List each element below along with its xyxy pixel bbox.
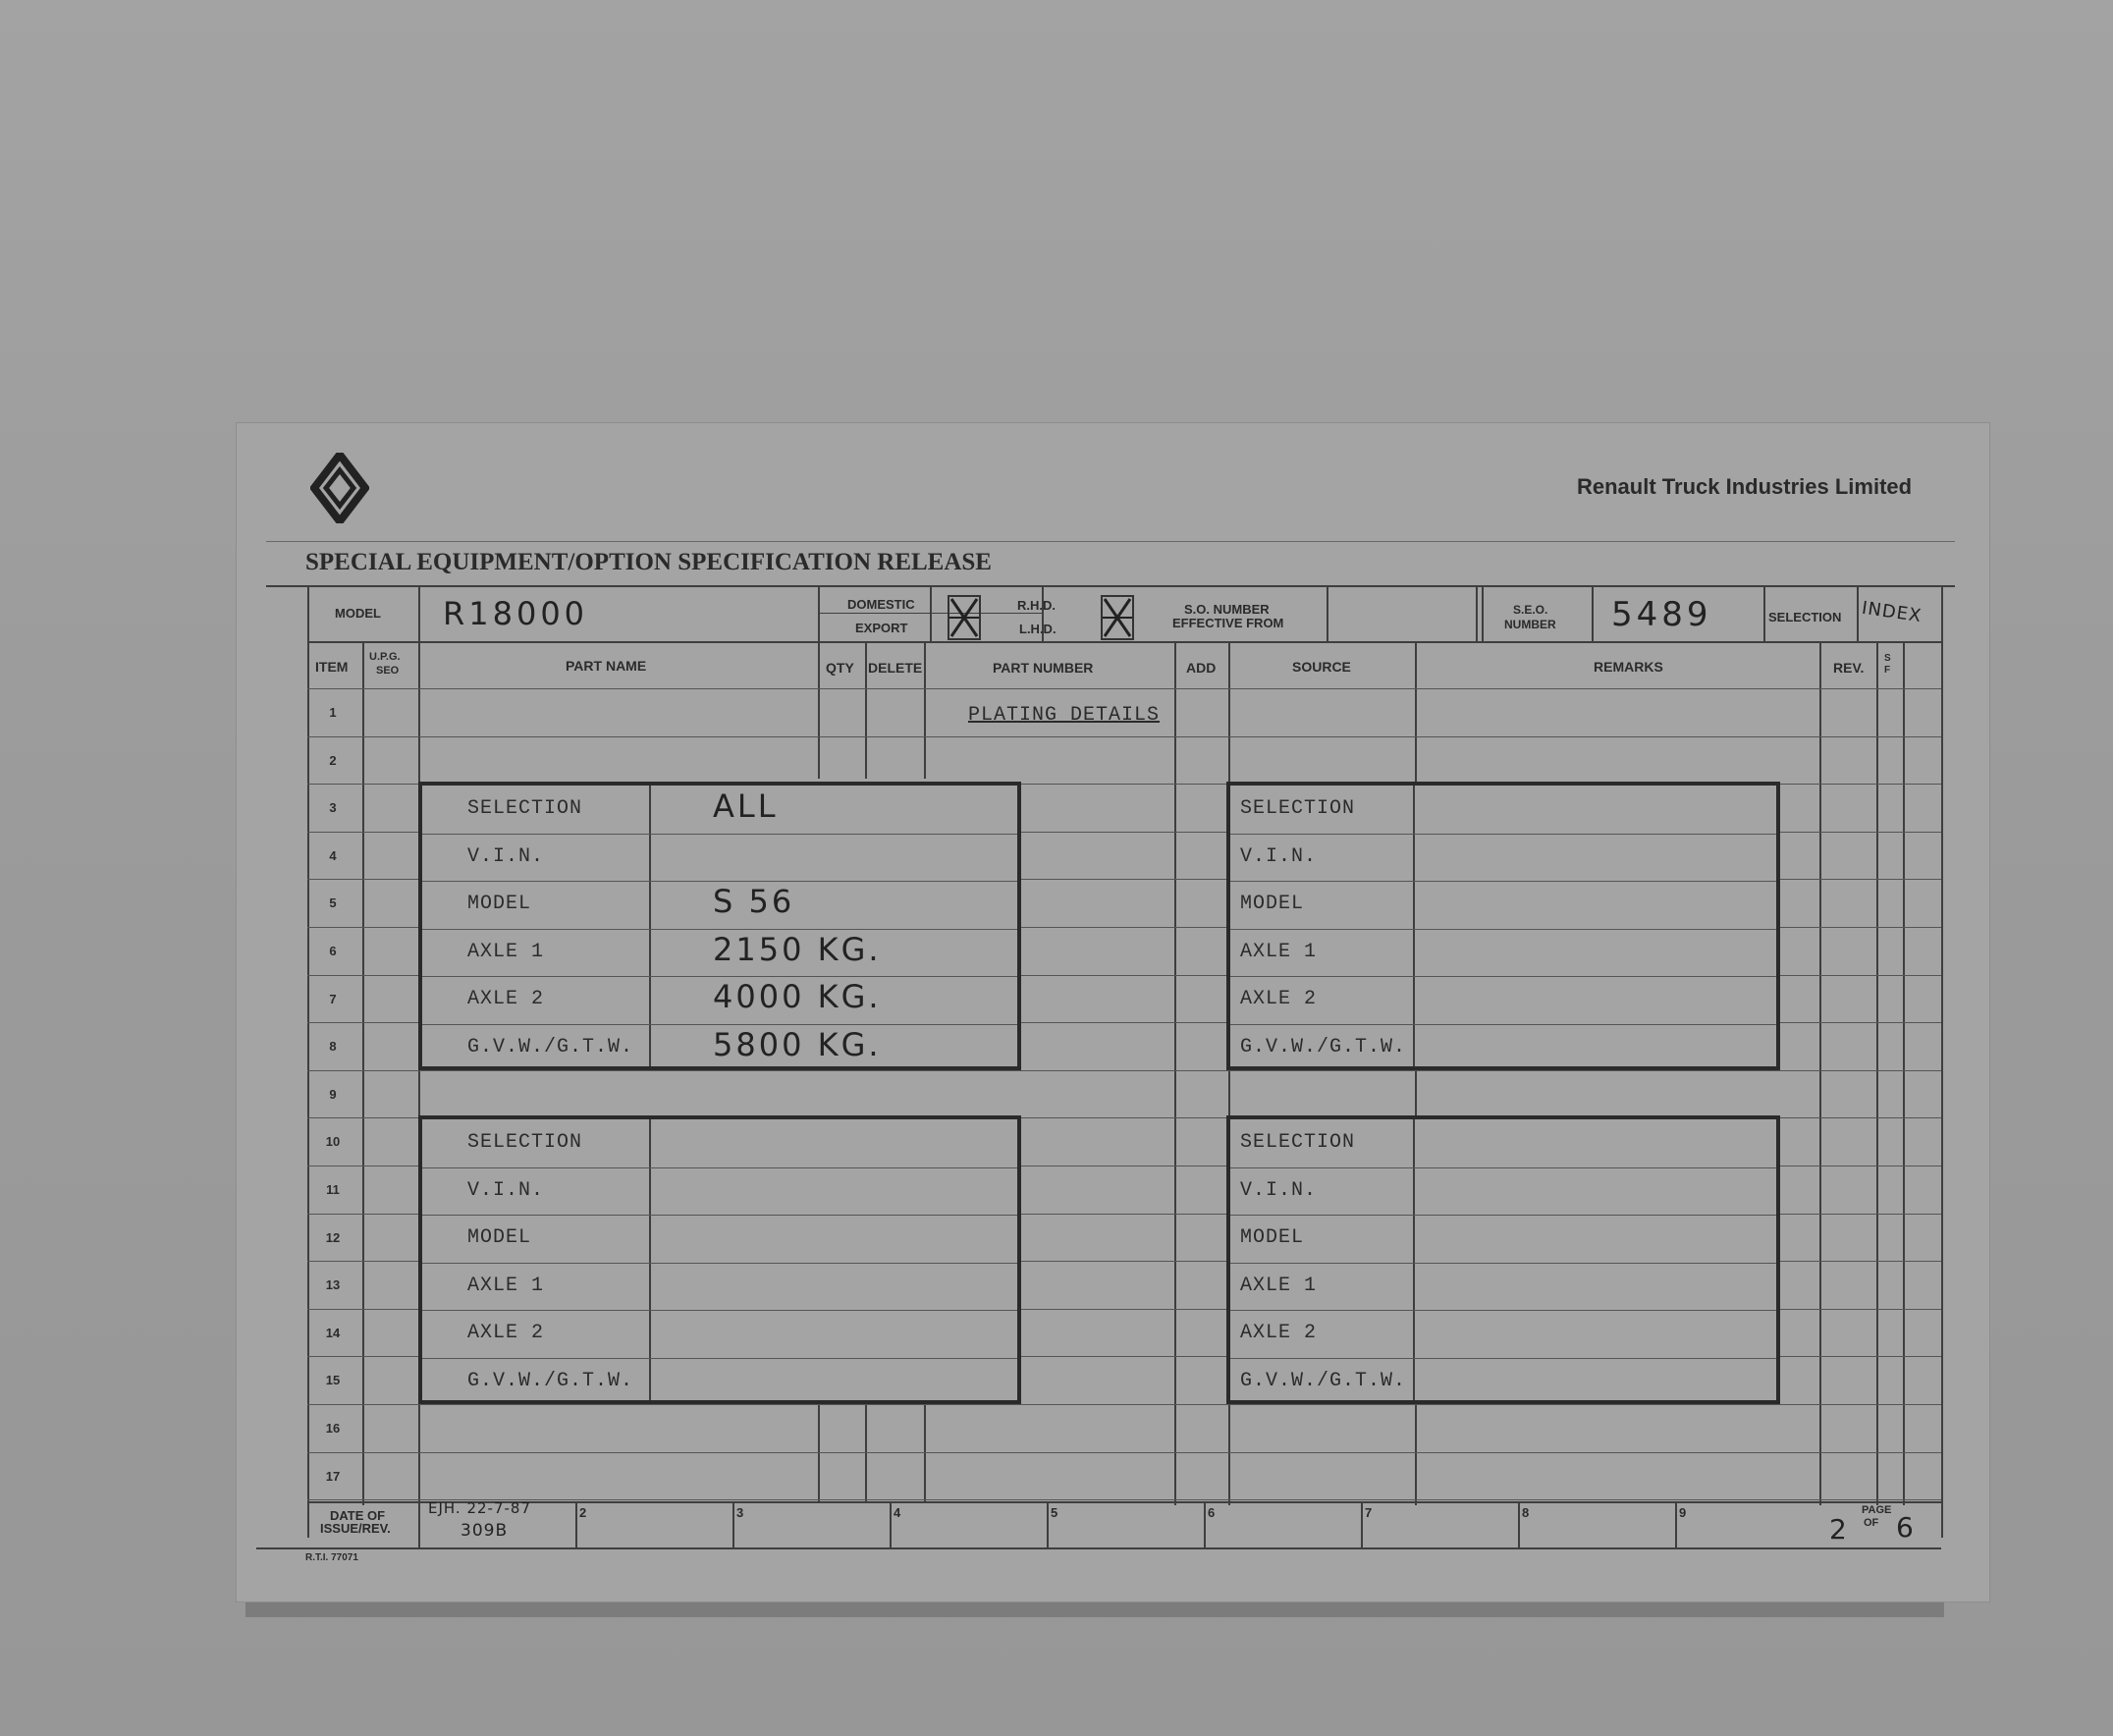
col-sep-delete-low — [924, 1405, 926, 1503]
rhd-lhd-checkbox[interactable] — [1101, 595, 1134, 640]
footer-divider — [1675, 1501, 1677, 1548]
box-field-label: V.I.N. — [1240, 844, 1318, 868]
box-field-value: 5800 KG. — [713, 1026, 882, 1063]
form-title: SPECIAL EQUIPMENT/OPTION SPECIFICATION RELEASE — [305, 549, 992, 575]
seo-number-value: 5489 — [1611, 595, 1712, 634]
footer-divider — [1361, 1501, 1363, 1548]
col-add: ADD — [1186, 660, 1217, 676]
row-number: 10 — [325, 1134, 341, 1150]
plating-box-4 — [1226, 1115, 1780, 1404]
grid-left-border — [307, 585, 309, 1538]
box-row-line — [1230, 1358, 1776, 1359]
col-remarks: REMARKS — [1594, 659, 1663, 675]
x-mark-icon — [949, 597, 979, 638]
row-number: 5 — [329, 895, 337, 911]
box-row-line — [1230, 1310, 1776, 1311]
top-sep — [1592, 585, 1594, 641]
title-rule-bottom — [266, 585, 1955, 587]
row-number: 11 — [326, 1182, 340, 1197]
top-sep — [1482, 585, 1484, 641]
col-sep-remarks — [1819, 641, 1821, 1505]
col-source: SOURCE — [1292, 659, 1351, 675]
box-field-label: MODEL — [467, 893, 532, 916]
box-field-value: 4000 KG. — [713, 978, 882, 1016]
col-sep-qty-low — [865, 1405, 867, 1503]
seo-label: S.E.O. — [1513, 603, 1548, 617]
x-mark-icon — [1103, 597, 1132, 638]
top-sep — [1763, 585, 1765, 641]
page-label: PAGE — [1862, 1504, 1892, 1516]
box-row-line — [1230, 976, 1776, 977]
date-of-label: DATE OF — [330, 1508, 386, 1523]
box-row-line — [1230, 1215, 1776, 1216]
row-number: 8 — [329, 1039, 337, 1055]
col-sep-partnumber — [1174, 641, 1176, 1505]
issue-1-code: 309B — [461, 1521, 509, 1541]
row-number: 4 — [329, 847, 337, 863]
of-label: OF — [1864, 1517, 1879, 1529]
footer-cell-number: 2 — [579, 1505, 587, 1520]
box-row-line — [422, 929, 1017, 930]
row-number: 15 — [325, 1373, 341, 1388]
footer-divider — [890, 1501, 892, 1548]
top-sep — [1327, 585, 1328, 641]
effective-from-label: EFFECTIVE FROM — [1172, 616, 1284, 630]
box-field-label: AXLE 1 — [1240, 1274, 1318, 1297]
row-number: 3 — [329, 800, 337, 816]
footer-cell-number: 4 — [894, 1505, 901, 1520]
plating-box-2 — [1226, 782, 1780, 1070]
box-field-label: MODEL — [1240, 893, 1305, 916]
col-part-number: PART NUMBER — [993, 660, 1094, 676]
box-field-label: G.V.W./G.T.W. — [1240, 1370, 1407, 1392]
row-number: 1 — [329, 705, 337, 720]
row-number: 17 — [325, 1468, 341, 1484]
box-row-line — [1230, 1263, 1776, 1264]
box-field-label: MODEL — [467, 1226, 532, 1250]
col-qty: QTY — [826, 660, 854, 676]
box-row-line — [1230, 881, 1776, 882]
row-line — [307, 1452, 1941, 1453]
box-field-label: AXLE 1 — [1240, 940, 1318, 963]
box-row-line — [422, 976, 1017, 977]
box-row-line — [422, 834, 1017, 835]
seo-number-label: NUMBER — [1504, 618, 1556, 631]
form-sheet — [236, 422, 1990, 1602]
col-sep-qty — [865, 641, 867, 779]
box-row-line — [1230, 929, 1776, 930]
selection-label: SELECTION — [1768, 610, 1842, 624]
box-row-line — [422, 1167, 1017, 1168]
box-field-label: V.I.N. — [1240, 1178, 1318, 1202]
company-name: Renault Truck Industries Limited — [1577, 474, 1913, 499]
footer-divider — [732, 1501, 734, 1548]
col-sep-sf — [1903, 641, 1905, 1505]
top-sep — [1476, 585, 1478, 641]
domestic-label: DOMESTIC — [847, 597, 915, 612]
footer-divider — [1047, 1501, 1049, 1548]
plating-box-3 — [418, 1115, 1021, 1404]
footer-cell-number: 3 — [736, 1505, 744, 1520]
footer-divider — [1204, 1501, 1206, 1548]
row-line — [307, 688, 1941, 689]
domestic-export-checkbox[interactable] — [948, 595, 981, 640]
row-number: 6 — [329, 944, 337, 958]
footer-cell-number: 6 — [1208, 1505, 1216, 1520]
footer-cell-number: 7 — [1365, 1505, 1373, 1520]
box-row-line — [422, 1024, 1017, 1025]
footer-divider — [418, 1501, 420, 1548]
box-field-label: SELECTION — [1240, 797, 1356, 820]
footer-divider — [575, 1501, 577, 1548]
box-field-label: AXLE 2 — [467, 988, 545, 1011]
box-field-value: 2150 KG. — [713, 930, 882, 968]
export-label: EXPORT — [855, 621, 908, 635]
box-row-line — [422, 1263, 1017, 1264]
so-number-label: S.O. NUMBER — [1184, 602, 1270, 617]
box-row-line — [422, 881, 1017, 882]
box-field-label: AXLE 2 — [1240, 988, 1318, 1011]
row-line — [307, 736, 1941, 737]
box-field-label: AXLE 2 — [1240, 1322, 1318, 1345]
box-row-line — [422, 1215, 1017, 1216]
box-field-label: G.V.W./G.T.W. — [467, 1370, 634, 1392]
col-sep-partname-low — [818, 1405, 820, 1503]
col-sep-item — [362, 641, 364, 1505]
col-part-name: PART NAME — [566, 658, 647, 674]
selection-value: INDEX — [1860, 597, 1923, 627]
footer-divider — [1518, 1501, 1520, 1548]
issue-rev-label: ISSUE/REV. — [320, 1521, 391, 1536]
issue-1-handwritten: EJH. 22-7-87 — [428, 1499, 531, 1517]
row-number: 2 — [329, 752, 337, 768]
row-number: 16 — [325, 1421, 341, 1436]
row-line — [307, 1404, 1941, 1405]
footer-rule-top — [307, 1501, 1941, 1503]
box-field-value: S 56 — [713, 883, 795, 921]
top-sep — [1857, 585, 1859, 641]
col-sep-partname — [818, 641, 820, 779]
page-total: 6 — [1896, 1511, 1918, 1544]
box-field-label: V.I.N. — [467, 1178, 545, 1202]
rhd-label: R.H.D. — [1017, 598, 1056, 613]
page-current: 2 — [1829, 1513, 1851, 1546]
title-rule-top — [266, 541, 1955, 542]
box-field-label: MODEL — [1240, 1226, 1305, 1250]
col-sep-delete — [924, 641, 926, 779]
col-delete: DELETE — [868, 660, 923, 676]
box-field-label: AXLE 2 — [467, 1322, 545, 1345]
top-mid-line — [818, 613, 1042, 614]
row-number: 14 — [325, 1325, 341, 1340]
row-number: 7 — [329, 991, 337, 1006]
col-f: F — [1884, 665, 1891, 676]
grid-right-border — [1941, 585, 1943, 1538]
box-field-label: AXLE 1 — [467, 1274, 545, 1297]
box-field-label: G.V.W./G.T.W. — [1240, 1036, 1407, 1058]
footer-cell-number: 8 — [1522, 1505, 1530, 1520]
row-number: 13 — [325, 1277, 341, 1293]
col-rev: REV. — [1833, 660, 1865, 676]
box-row-line — [422, 1310, 1017, 1311]
box-field-label: SELECTION — [467, 797, 583, 820]
form-code: R.T.I. 77071 — [305, 1552, 358, 1563]
row-number: 9 — [329, 1086, 337, 1102]
box-field-label: V.I.N. — [467, 844, 545, 868]
box-field-label: G.V.W./G.T.W. — [467, 1036, 634, 1058]
box-row-line — [1230, 834, 1776, 835]
footer-cell-number: 9 — [1679, 1505, 1687, 1520]
box-row-line — [1230, 1024, 1776, 1025]
col-s: S — [1884, 653, 1891, 664]
lhd-label: L.H.D. — [1019, 622, 1056, 636]
box-field-label: SELECTION — [1240, 1131, 1356, 1154]
col-sep-rev — [1876, 641, 1878, 1505]
model-value: R18000 — [443, 595, 589, 632]
box-field-label: SELECTION — [467, 1131, 583, 1154]
col-seo: SEO — [376, 665, 400, 677]
renault-logo-icon — [310, 453, 369, 523]
footer-cell-number: 5 — [1051, 1505, 1058, 1520]
row-number: 12 — [325, 1229, 341, 1245]
box-field-value: ALL — [713, 787, 779, 825]
model-label: MODEL — [335, 606, 381, 621]
plating-details-title: PLATING DETAILS — [968, 704, 1161, 727]
box-row-line — [1230, 1167, 1776, 1168]
top-sep — [418, 585, 420, 641]
box-row-line — [422, 1358, 1017, 1359]
col-upg: U.P.G. — [369, 651, 401, 663]
col-item: ITEM — [315, 659, 349, 675]
footer-rule-bottom — [256, 1547, 1941, 1549]
box-field-label: AXLE 1 — [467, 940, 545, 963]
